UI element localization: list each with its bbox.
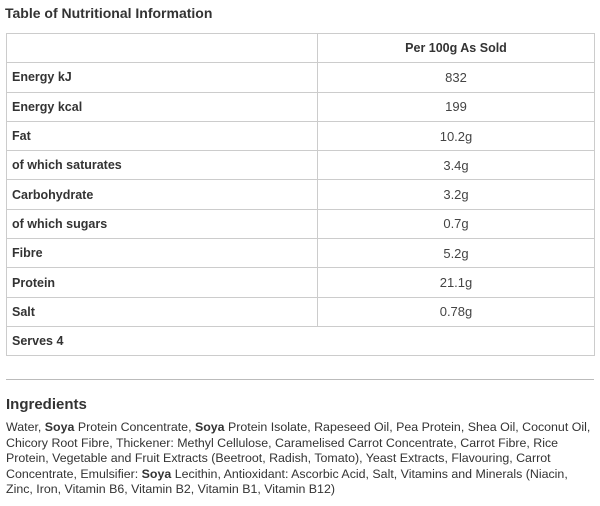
nutrition-table-title: Table of Nutritional Information [5,5,213,21]
nutrient-value: 0.78g [318,297,595,326]
nutrition-row [7,121,595,150]
ingredients-allergen: Soya [44,420,75,434]
serves-row [7,326,595,355]
nutrition-table-container [6,33,594,356]
ingredients-heading: Ingredients [6,396,87,413]
nutrition-header-blank [7,34,318,63]
nutrition-table-body [7,63,595,356]
nutrient-label: Fibre [7,239,318,268]
nutrition-row [7,151,595,180]
nutrient-label: Protein [7,268,318,297]
nutrient-label: Energy kcal [7,92,318,121]
nutrient-label: Fat [7,121,318,150]
nutrient-label: Carbohydrate [7,180,318,209]
ingredients-segment: Protein Concentrate, [74,420,195,434]
nutrient-value: 21.1g [318,268,595,297]
nutrient-value: 0.7g [318,209,595,238]
ingredients-allergen: Soya [141,466,172,481]
nutrition-row [7,239,595,268]
nutrition-row [7,297,595,326]
nutrition-row [7,268,595,297]
ingredients-allergen: Soya [194,420,225,434]
nutrition-table [6,33,595,356]
nutrient-label: Energy kJ [7,63,318,92]
nutrient-value: 5.2g [318,239,595,268]
nutrient-value: 832 [318,63,595,92]
nutrition-header-row [7,34,595,63]
nutrient-label: of which saturates [7,151,318,180]
nutrient-value: 3.4g [318,151,595,180]
nutrition-row [7,180,595,209]
nutrition-row [7,92,595,121]
serves-label: Serves 4 [7,326,595,355]
section-divider [6,379,594,380]
nutrition-row [7,63,595,92]
nutrient-value: 3.2g [318,180,595,209]
nutrient-value: 10.2g [318,121,595,150]
nutrition-column-header: Per 100g As Sold [318,34,595,63]
ingredients-segment: Protein Isolate, Rapeseed Oil, Pea Protein, Shea Oil, Coconut Oil, Chicory Root Fibre, Thickener: Methyl Cellulose, Caramelised Carrot Concentrate, Carrot Fibre, Rice Protein, Vegetable and Fruit Extracts (Beetroot, Radish, Tomato), Yeast Extracts, Flavouring, Carrot Concentrate, Emulsifier: [6,420,591,481]
ingredients-segment: Water, [6,420,45,434]
ingredients-segment: Lecithin, Antioxidant: Ascorbic Acid, Salt, Vitamins and Minerals (Niacin, Zinc, Iron, Vitamin B6, Vitamin B2, Vitamin B1, Vitamin B12) [6,466,568,497]
nutrient-value: 199 [318,92,595,121]
nutrient-label: Salt [7,297,318,326]
nutrition-row [7,209,595,238]
nutrient-label: of which sugars [7,209,318,238]
ingredients-text [6,420,592,498]
